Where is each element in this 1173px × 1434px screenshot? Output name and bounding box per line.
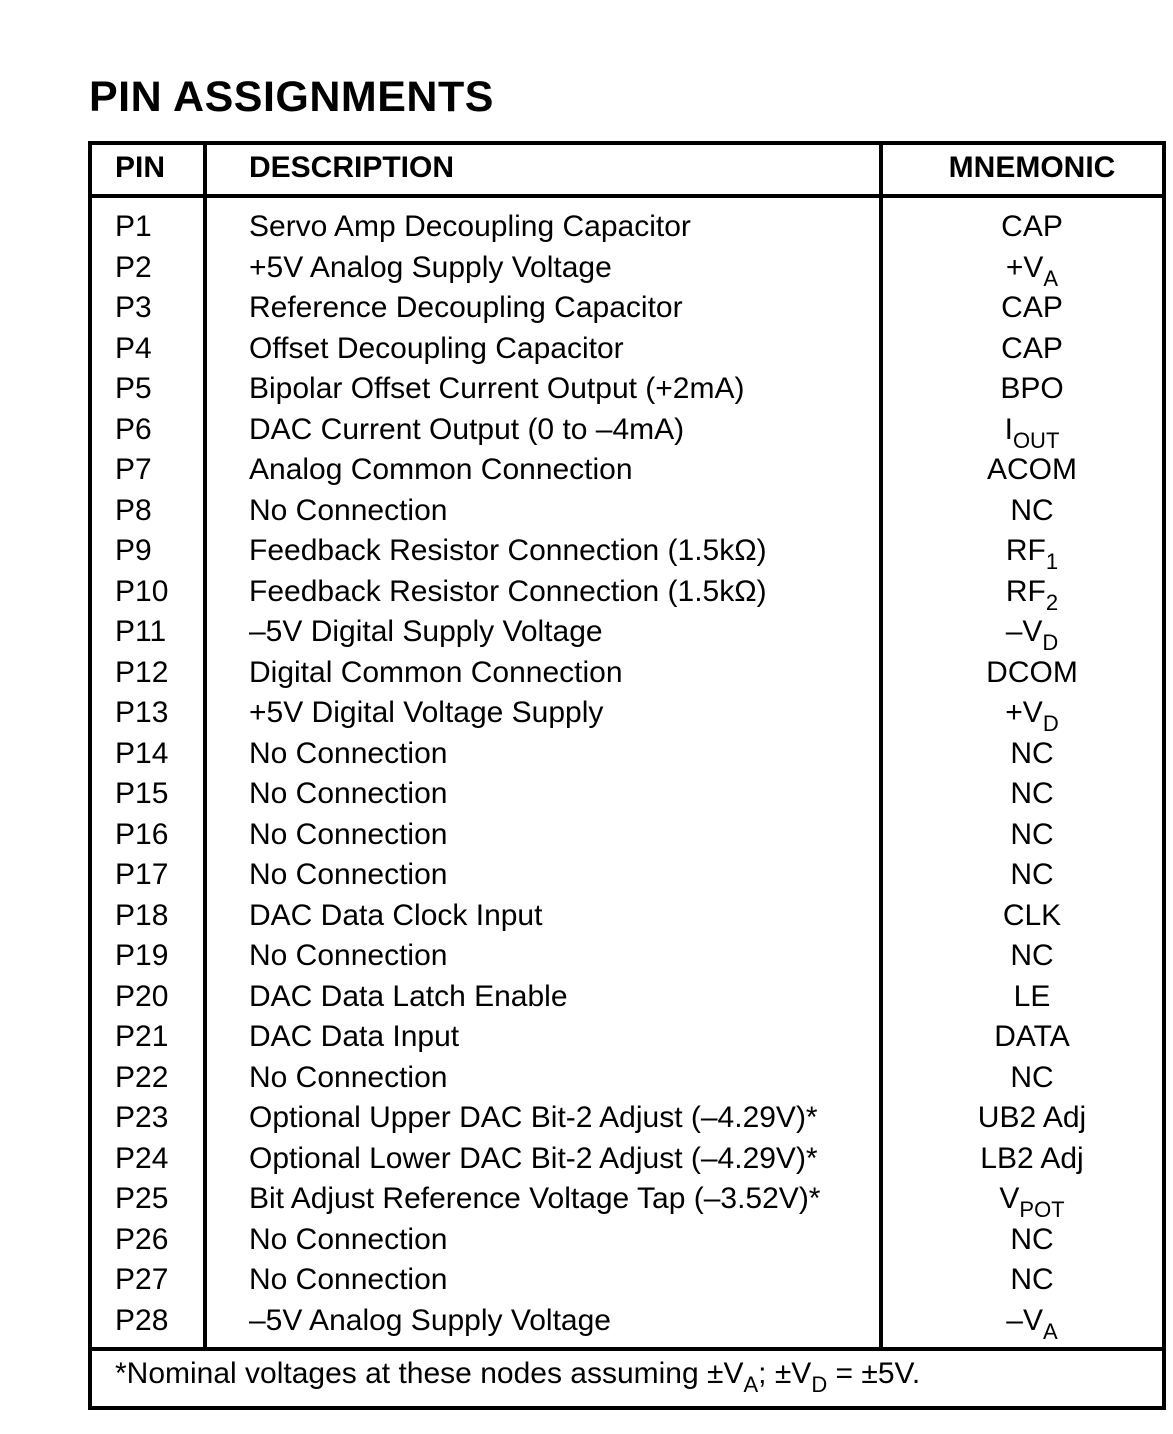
pin-cell: P25 — [115, 1182, 169, 1215]
mnemonic-cell — [884, 818, 1173, 852]
mnemonic-cell — [884, 1101, 1173, 1135]
pin-cell: P11 — [115, 615, 167, 648]
mnemonic-cell — [884, 737, 1173, 771]
mnemonic-cell — [884, 332, 1173, 366]
mnemonic-subscript: OUT — [1012, 427, 1060, 453]
table-row — [0, 1304, 1173, 1344]
description-cell: Analog Common Connection — [249, 453, 633, 486]
table-row — [0, 615, 1173, 655]
description-cell: DAC Data Input — [249, 1020, 460, 1053]
mnemonic-cell — [884, 1061, 1173, 1095]
mnemonic-subscript: A — [1043, 1318, 1058, 1344]
description-cell: No Connection — [249, 736, 448, 770]
table-row — [0, 737, 1173, 777]
pin-cell: P23 — [115, 1101, 169, 1134]
footnote: *Nominal voltages at these nodes assuming $\pm V_A$; $\pm V_D = \pm 5V$. — [115, 1357, 921, 1397]
mnemonic-subscript: D — [1042, 711, 1059, 736]
description-cell: Bipolar Offset Current Output (+2mA) — [249, 372, 745, 405]
table-row — [0, 818, 1173, 858]
pin-cell: P13 — [115, 696, 169, 729]
table-row — [0, 1061, 1173, 1101]
pin-cell: P21 — [115, 1020, 169, 1053]
pin-cell: P15 — [115, 777, 169, 810]
pin-cell: P16 — [115, 817, 169, 851]
mnemonic-text: UB2 Adj — [977, 1101, 1087, 1134]
description-cell: No Connection — [249, 1263, 448, 1296]
table-row — [0, 494, 1173, 534]
mnemonic-cell — [884, 250, 1173, 291]
mnemonic-cell — [884, 656, 1173, 690]
header-pin: PIN — [115, 151, 166, 184]
table-row — [0, 858, 1173, 898]
mnemonic-cell — [884, 453, 1173, 487]
table-row — [0, 980, 1173, 1020]
description-cell: Offset Decoupling Capacitor — [249, 331, 624, 365]
description-cell: –5V Analog Supply Voltage — [249, 1303, 611, 1337]
mnemonic-cell — [884, 696, 1173, 736]
description-cell: DAC Current Output (0 to –4mA) — [249, 412, 685, 446]
table-row — [0, 939, 1173, 979]
mnemonic-text: CAP — [1001, 210, 1063, 243]
mnemonic-text: V — [999, 1182, 1020, 1215]
table-row — [0, 1101, 1173, 1141]
mnemonic-text: ACOM — [987, 453, 1077, 486]
pin-cell: P1 — [115, 210, 152, 243]
mnemonic-text: NC — [1010, 736, 1054, 770]
table-row — [0, 1020, 1173, 1060]
pin-cell: P5 — [115, 372, 152, 405]
header-description: DESCRIPTION — [249, 151, 455, 184]
pin-cell: P12 — [115, 655, 169, 689]
description-cell: Reference Decoupling Capacitor — [249, 291, 683, 324]
mnemonic-text: NC — [1010, 817, 1054, 851]
header-divider — [90, 194, 1164, 198]
description-cell: No Connection — [249, 493, 448, 527]
pin-cell: P6 — [115, 412, 152, 446]
description-cell: +5V Digital Voltage Supply — [249, 696, 604, 729]
mnemonic-cell — [884, 1020, 1173, 1054]
table-row — [0, 575, 1173, 615]
pin-cell: P3 — [115, 291, 152, 324]
table-row — [0, 1142, 1173, 1182]
pin-cell: P8 — [115, 493, 152, 527]
mnemonic-cell — [884, 615, 1173, 655]
description-cell: DAC Data Clock Input — [249, 898, 543, 932]
table-row — [0, 899, 1173, 939]
table-row — [0, 291, 1173, 331]
mnemonic-cell — [884, 574, 1173, 615]
pin-cell: P18 — [115, 898, 169, 932]
mnemonic-text: CAP — [1001, 291, 1063, 324]
mnemonic-text: DCOM — [986, 655, 1078, 689]
table-row — [0, 696, 1173, 736]
mnemonic-cell — [884, 858, 1173, 892]
description-cell: No Connection — [249, 858, 448, 891]
mnemonic-text: NC — [1010, 493, 1054, 527]
mnemonic-text: –V — [1005, 615, 1043, 648]
mnemonic-text: NC — [1010, 1263, 1054, 1296]
description-cell: No Connection — [249, 817, 448, 851]
table-row — [0, 1182, 1173, 1222]
table-row — [0, 210, 1173, 250]
mnemonic-text: RF — [1005, 574, 1046, 608]
mnemonic-subscript: A — [1043, 265, 1059, 291]
mnemonic-cell — [884, 210, 1173, 244]
page-title: PIN ASSIGNMENTS — [89, 73, 494, 121]
description-cell: Servo Amp Decoupling Capacitor — [249, 210, 691, 243]
mnemonic-cell — [884, 777, 1173, 811]
mnemonic-cell — [884, 534, 1173, 574]
description-cell: Digital Common Connection — [249, 655, 623, 689]
mnemonic-cell — [884, 1303, 1173, 1344]
table-row — [0, 453, 1173, 493]
mnemonic-text: LE — [1013, 979, 1051, 1013]
mnemonic-text: –V — [1006, 1303, 1043, 1337]
table-row — [0, 1223, 1173, 1263]
mnemonic-subscript: 2 — [1045, 589, 1059, 615]
mnemonic-subscript: POT — [1019, 1197, 1065, 1222]
description-cell: +5V Analog Supply Voltage — [249, 250, 612, 284]
mnemonic-subscript: 1 — [1045, 549, 1059, 574]
pin-cell: P10 — [115, 574, 169, 608]
description-cell: No Connection — [249, 1060, 448, 1094]
mnemonic-cell — [884, 899, 1173, 933]
description-cell: –5V Digital Supply Voltage — [249, 615, 603, 648]
mnemonic-text: NC — [1010, 1222, 1054, 1256]
mnemonic-text: I — [1004, 412, 1013, 446]
pin-cell: P20 — [115, 979, 169, 1013]
description-cell: Feedback Resistor Connection (1.5kΩ) — [249, 574, 767, 608]
description-cell: No Connection — [249, 777, 448, 810]
table-row — [0, 656, 1173, 696]
pin-cell: P4 — [115, 331, 152, 365]
pin-cell: P19 — [115, 939, 169, 972]
pin-cell: P17 — [115, 858, 169, 891]
mnemonic-subscript: D — [1042, 630, 1059, 655]
pin-cell: P22 — [115, 1060, 169, 1094]
mnemonic-cell — [884, 1263, 1173, 1297]
table-row — [0, 413, 1173, 453]
description-cell: No Connection — [249, 1222, 448, 1256]
mnemonic-text: CLK — [1002, 898, 1062, 932]
mnemonic-text: LB2 Adj — [980, 1141, 1084, 1175]
mnemonic-text: DATA — [994, 1020, 1070, 1053]
mnemonic-text: +V — [1005, 250, 1044, 284]
footnote-divider — [90, 1347, 1164, 1351]
mnemonic-text: NC — [1010, 858, 1054, 891]
mnemonic-cell — [884, 372, 1173, 406]
description-cell: No Connection — [249, 939, 448, 972]
description-cell: Feedback Resistor Connection (1.5kΩ) — [249, 534, 767, 567]
table-row — [0, 372, 1173, 412]
pin-cell: P28 — [115, 1303, 169, 1337]
mnemonic-text: NC — [1010, 1060, 1054, 1094]
mnemonic-text: RF — [1005, 534, 1046, 567]
mnemonic-cell — [884, 939, 1173, 973]
mnemonic-text: +V — [1005, 696, 1043, 729]
mnemonic-cell — [884, 980, 1173, 1014]
table-row — [0, 332, 1173, 372]
pin-cell: P2 — [115, 250, 152, 284]
pin-cell: P27 — [115, 1263, 169, 1296]
pin-cell: P9 — [115, 534, 152, 567]
mnemonic-text: NC — [1010, 777, 1054, 810]
table-row — [0, 1263, 1173, 1303]
description-cell: Optional Upper DAC Bit-2 Adjust (–4.29V)* — [249, 1101, 818, 1134]
header-mnemonic: MNEMONIC — [948, 151, 1116, 184]
description-cell: DAC Data Latch Enable — [249, 979, 568, 1013]
mnemonic-text: NC — [1010, 939, 1054, 972]
pin-cell: P26 — [115, 1222, 169, 1256]
table-row — [0, 777, 1173, 817]
mnemonic-cell — [884, 412, 1173, 453]
description-cell: Optional Lower DAC Bit-2 Adjust (–4.29V)* — [249, 1141, 818, 1175]
mnemonic-cell — [884, 1223, 1173, 1257]
pin-cell: P7 — [115, 453, 152, 486]
mnemonic-text: CAP — [1001, 331, 1063, 365]
mnemonic-cell — [884, 494, 1173, 528]
mnemonic-cell — [884, 1182, 1173, 1222]
mnemonic-text: BPO — [1000, 372, 1064, 405]
description-cell: Bit Adjust Reference Voltage Tap (–3.52V)* — [249, 1182, 821, 1215]
pin-cell: P24 — [115, 1141, 169, 1175]
table-row — [0, 534, 1173, 574]
pin-cell: P14 — [115, 736, 169, 770]
mnemonic-cell — [884, 1142, 1173, 1176]
table-row — [0, 251, 1173, 291]
mnemonic-cell — [884, 291, 1173, 325]
